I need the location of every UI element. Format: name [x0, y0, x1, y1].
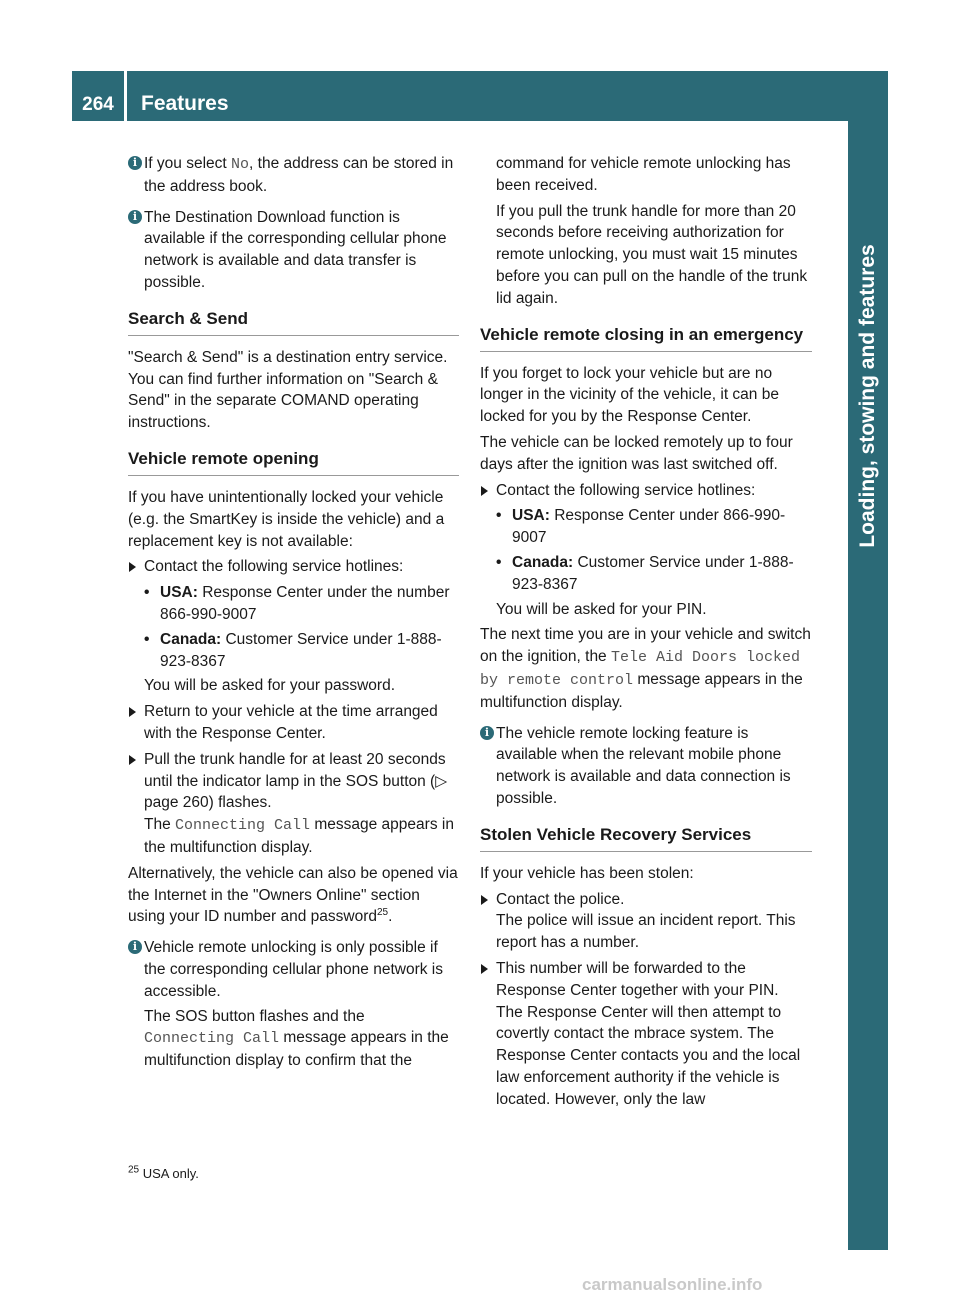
paragraph: Alternatively, the vehicle can also be opened via the Internet in the "Owners Online" section using your ID number and password$^{25}$. — [128, 864, 458, 926]
info-note: i Vehicle remote unlocking is only possible if the corresponding cellular phone network is accessible. The SOS button flashes and the Connecting Call message appears in the multifunction display to confirm that the — [128, 937, 459, 1072]
paragraph: If you have unintentionally locked your vehicle (e.g. the SmartKey is inside the vehicle) and a replacement key is not available: — [128, 488, 445, 550]
info-icon: i — [128, 940, 142, 954]
list-item: • USA: Response Center under 866-990-9007 — [480, 505, 812, 549]
info-icon: i — [480, 726, 494, 740]
section-heading-stolen-vehicle: Stolen Vehicle Recovery Services — [480, 824, 812, 852]
instruction-step: This number will be forwarded to the Response Center together with your PIN. The Response Center will then attempt to covertly contact the mbrace system. The Response Center contacts you and the local law enforcement authority if the vehicle is located. However, only the law — [480, 958, 812, 1111]
section-tab-label: Loading, stowing and features — [856, 244, 880, 548]
instruction-step: Contact the following service hotlines: — [480, 480, 812, 502]
instruction-step: Contact the police. The police will issue an incident report. This report has a number. — [480, 889, 812, 954]
watermark: carmanualsonline.info — [582, 1275, 763, 1294]
left-column — [128, 153, 459, 1081]
step-arrow-icon — [481, 964, 488, 974]
paragraph: The vehicle can be locked remotely up to four days after the ignition was last switched off. — [480, 433, 793, 473]
list-item: • Canada: Customer Service under 1-888-923-8367 — [480, 552, 812, 596]
step-arrow-icon — [129, 707, 136, 717]
page-title: Features — [141, 92, 229, 115]
info-note: i If you select No, the address can be stored in the address book. — [128, 153, 459, 198]
header-divider — [124, 71, 127, 121]
list-item: • Canada: Customer Service under 1-888-923-8367 — [128, 629, 459, 673]
section-heading-remote-closing: Vehicle remote closing in an emergency — [480, 324, 812, 352]
step-arrow-icon — [481, 486, 488, 496]
info-note: i The Destination Download function is available if the corresponding cellular phone network is available and data transfer is possible. — [128, 207, 459, 294]
paragraph: If you forget to lock your vehicle but are no longer in the vicinity of the vehicle, it can be locked for you by the Response Center. — [480, 364, 779, 426]
instruction-step: Pull the trunk handle for at least 20 seconds until the indicator lamp in the SOS button (▷ page 260) flashes. The Connecting Call message appears in the multifunction display. — [128, 749, 459, 859]
step-arrow-icon — [481, 895, 488, 905]
paragraph: You will be asked for your password. — [144, 677, 396, 695]
info-note: i The vehicle remote locking feature is available when the relevant mobile phone network is available and data connection is possible. — [480, 723, 812, 810]
paragraph: If your vehicle has been stolen: — [480, 864, 694, 882]
step-arrow-icon — [129, 755, 136, 765]
info-icon: i — [128, 210, 142, 224]
list-item: • USA: Response Center under the number 866-990-9007 — [128, 582, 459, 626]
paragraph: If you pull the trunk handle for more than 20 seconds before receiving authorization for remote unlocking, you must wait 15 minutes before you can pull on the handle of the trunk lid again. — [496, 202, 808, 307]
side-tab-block — [848, 1212, 888, 1250]
step-arrow-icon — [129, 562, 136, 572]
footnote: $^{25}$ USA only. — [128, 1164, 199, 1181]
instruction-step: Return to your vehicle at the time arranged with the Response Center. — [128, 701, 459, 745]
section-heading-search-send: Search & Send — [128, 308, 459, 336]
section-heading-remote-opening: Vehicle remote opening — [128, 448, 459, 476]
info-icon: i — [128, 156, 142, 170]
page-number: 264 — [82, 94, 114, 115]
footnote-ref: 25 — [377, 907, 389, 919]
paragraph: The next time you are in your vehicle and switch on the ignition, the Tele Aid Doors locked by remote control message appears in the multifunction display. — [480, 626, 811, 711]
instruction-step: Contact the following service hotlines: — [128, 556, 459, 578]
paragraph: "Search & Send" is a destination entry service. You can find further information on "Search & Send" in the separate COMAND operating instructions. — [128, 348, 448, 432]
right-column — [480, 153, 812, 1114]
paragraph: You will be asked for your PIN. — [496, 600, 707, 618]
paragraph: command for vehicle remote unlocking has been received. — [496, 155, 791, 194]
